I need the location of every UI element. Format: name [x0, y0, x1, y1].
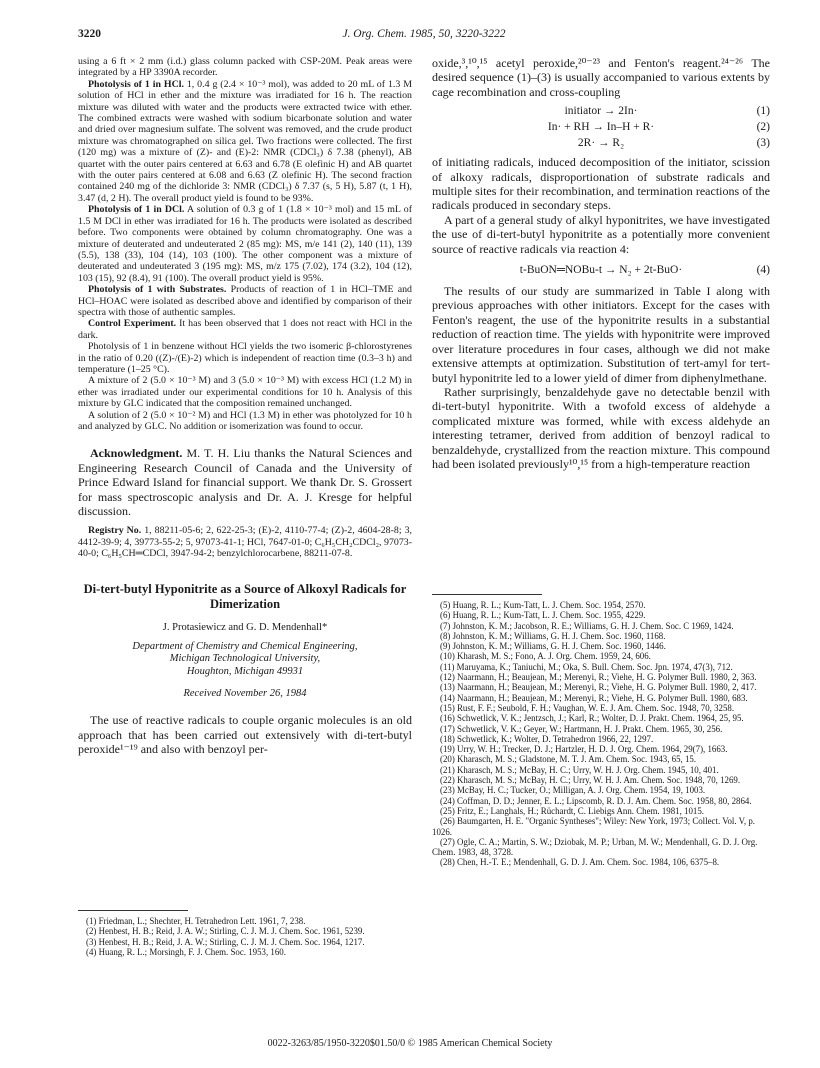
equation-expression: 2R· → R₂: [577, 137, 625, 150]
equation-number: (1): [756, 105, 770, 118]
run-in-heading: Photolysis of 1 in DCl.: [88, 204, 185, 216]
equation-3: [432, 135, 770, 151]
equation-2: [432, 119, 770, 135]
equation-block: [432, 103, 770, 151]
affiliation-line: Michigan Technological University,: [169, 653, 321, 665]
reference-item: (23) McBay, H. C.; Tucker, O.; Milligan, A. J. Org. Chem. 1954, 19, 1003.: [440, 785, 706, 796]
reference-item: (5) Huang, R. L.; Kum-Tatt, L. J. Chem. Soc. 1954, 2570.: [440, 600, 646, 610]
reference-item: (21) Kharasch, M. S.; McBay, H. C.; Urry, W. H. J. Org. Chem. 1945, 10, 401.: [440, 764, 719, 775]
run-in-heading: Registry No.: [88, 525, 142, 537]
footnote-item: (4) Huang, R. L.; Morsingh, F. J. Chem. Soc. 1953, 160.: [86, 946, 286, 957]
paragraph-photolysis-hcl: [78, 79, 412, 204]
run-in-heading: Photolysis of 1 with Substrates.: [88, 284, 227, 296]
article-title: Di-tert-butyl Hyponitrite as a Source of Alkoxyl Radicals for Dimerization: [83, 581, 407, 611]
reference-item: (9) Johnston, K. M.; Williams, G. H. J. Chem. Soc. 1960, 1446.: [440, 641, 666, 652]
copyright-footer: 0022-3263/85/1950-3220$01.50/0 © 1985 American Chemical Society: [267, 1038, 553, 1049]
reference-item: (17) Schwetlick, V. K.; Geyer, W.; Hartmann, H. J. Prakt. Chem. 1965, 30, 256.: [440, 723, 723, 734]
reference-item: (15) Rust, F. F.; Seubold, F. H.; Vaughan, W. E. J. Am. Chem. Soc. 1948, 70, 3258.: [440, 702, 735, 713]
reference-item: (14) Naarmann, H.; Beaujean, M.; Merenyi, R.; Viehe, H. G. Polymer Bull. 1980, 683.: [440, 692, 748, 703]
experimental-section: [78, 56, 412, 432]
equation-4: [432, 262, 770, 278]
acknowledgment: [78, 446, 412, 518]
reference-item: (25) Fritz, E.; Langhals, H.; Rüchardt, C. Liebigs Ann. Chem. 1981, 1015.: [440, 805, 705, 816]
reference-item: (6) Huang, R. L.; Kum-Tatt, L. J. Chem. Soc. 1955, 4229.: [440, 610, 646, 621]
reference-item: (11) Maruyama, K.; Taniuchi, M.; Oka, S. Bull. Chem. Soc. Jpn. 1974, 47(3), 712.: [440, 661, 733, 672]
paragraph-solution: A solution of 2 (5.0 × 10⁻² M) and HCl (1.3 M) in ether was photolyzed for 10 h and analyzed by GLC. No addition or isomerization was found to occur.: [78, 409, 412, 432]
paragraph-mixture: A mixture of 2 (5.0 × 10⁻³ M) and 3 (5.0 × 10⁻³ M) with excess HCl (1.2 M) in ether was irradiated under our experimental conditions for 10 h. Analysis of this mixture by GLC indicated that the composition remained unchanged.: [78, 375, 412, 410]
affiliation-line: Houghton, Michigan 49931: [186, 665, 304, 677]
reference-item: (12) Naarmann, H.; Beaujean, M.; Merenyi, R.; Viehe, H. G. Polymer Bull. 1980, 2, 363.: [440, 672, 757, 683]
reference-item: (22) Kharasch, M. S.; McBay, H. C.; Urry, W. H. J. Am. Chem. Soc. 1948, 70, 1269.: [440, 775, 741, 786]
reference-item: (8) Johnston, K. M.; Williams, G. H. J. Chem. Soc. 1960, 1168.: [440, 630, 666, 641]
reference-item: (13) Naarmann, H.; Beaujean, M.; Merenyi, R.; Viehe, H. G. Polymer Bull. 1980, 2, 417.: [440, 682, 757, 693]
reference-item: (7) Johnston, K. M.; Jacobson, R. E.; Williams, G. H. J. Chem. Soc. C 1969, 1424.: [440, 620, 734, 631]
intro-paragraph: The use of reactive radicals to couple organic molecules is an old approach that has been carried out extensively with di-tert-butyl peroxide¹⁻¹⁹ and also with benzoyl per-: [78, 713, 412, 756]
run-in-heading: Control Experiment.: [88, 318, 177, 330]
received-date: Received November 26, 1984: [183, 688, 307, 700]
footnote-item: (2) Henbest, H. B.; Reid, J. A. W.; Stirling, C. J. M. J. Chem. Soc. 1961, 5239.: [86, 926, 365, 937]
reference-item: (20) Kharasch, M. S.; Gladstone, M. T. J. Am. Chem. Soc. 1943, 65, 15.: [440, 754, 697, 765]
paragraph-body: M. T. H. Liu thanks the Natural Sciences and Engineering Research Council of Canada and the University of Prince Edward Island for financial support. We thank Dr. S. Grossert for mass spectroscopic analysis and Dr. A. J. Kresge for helpful discussion.: [78, 446, 412, 519]
article-affiliation: [78, 641, 412, 679]
right-column: [432, 56, 770, 471]
paragraph-body: A solution of 0.3 g of 1 (1.8 × 10⁻³ mol) and 15 mL of 1.5 M DCl in ether was irradiated for 16 h. The products were isolated as described before. Two components were obtained by column chromatography. One was a mixture of deuterated and undeuterated 2 (85 mg): MS, m/e 141 (2), 140 (11), 139 (5.5), 138 (33), 104 (14), 103 (100). The other component was a mixture of deuterated and undeuterated 3 (195 mg): MS, m/z 175 (7.02), 174 (3.2), 104 (12), 103 (15), 92 (8.4), 91 (100). The overall product yield is 95%.: [78, 204, 412, 284]
paragraph-body: Products of reaction of 1 in HCl–TME and HCl–HOAC were isolated as described above and identified by comparison of their spectra with those of authentic samples.: [78, 284, 412, 318]
paragraph-side-reactions: of initiating radicals, induced decomposition of the initiator, scission of alkoxy radicals, disproportionation of substrate radicals and multiple sites for their recombination, and termination reactions of the radicals produced in secondary steps.: [432, 155, 770, 213]
reference-item: (28) Chen, H.-T. E.; Mendenhall, G. D. J. Am. Chem. Soc. 1984, 106, 6375–8.: [440, 857, 720, 868]
paragraph-control: [78, 318, 412, 341]
article-authors: J. Protasiewicz and G. D. Mendenhall*: [162, 621, 328, 633]
left-column: [78, 56, 412, 756]
reference-item: (18) Schwetlick, K.; Wolter, D. Tetrahedron 1966, 22, 1297.: [440, 733, 654, 744]
equation-expression: initiator → 2In·: [564, 105, 638, 118]
equation-expression: t-BuON═NOBu-t → N₂ + 2t-BuO·: [519, 264, 683, 277]
footnote-rule: [432, 594, 542, 595]
equation-expression: In· + RH → In–H + R·: [547, 121, 655, 134]
reference-item: (10) Kharash, M. S.; Fono, A. J. Org. Chem. 1959, 24, 606.: [440, 651, 651, 662]
affiliation-line: Department of Chemistry and Chemical Engineering,: [132, 640, 358, 652]
paragraph-body: It has been observed that 1 does not react with HCl in the dark.: [78, 318, 412, 341]
paragraph-benzene: Photolysis of 1 in benzene without HCl yields the two isomeric β-chlorostyrenes in the ratio of 0.20 ((Z)-/(E)-2) which is independent of reaction time (0.3–3 h) and temperature (1–25 °C).: [78, 341, 412, 375]
reference-item: (27) Ogle, C. A.; Martin, S. W.; Dziobak, M. P.; Urban, M. W.; Mendenhall, G. D. J. Org. Chem. 1983, 48, 3728.: [432, 836, 758, 858]
equation-number: (3): [756, 137, 770, 150]
article-header: [78, 582, 412, 700]
reference-item: (16) Schwetlick, V. K.; Jentzsch, J.; Karl, R.; Wolter, D. J. Prakt. Chem. 1964, 25, 95.: [440, 713, 744, 724]
paragraph-study: A part of a general study of alkyl hyponitrites, we have investigated the use of di-tert-butyl hyponitrite as a potentially more convenient source of reactive radicals via reaction 4:: [432, 212, 770, 256]
paragraph-photolysis-dcl: [78, 204, 412, 284]
footnote-item: (3) Henbest, H. B.; Reid, J. A. W.; Stirling, C. J. M. J. Chem. Soc. 1964, 1217.: [86, 936, 365, 947]
paragraph-initiators: oxide,³,¹⁰,¹⁵ acetyl peroxide,²⁰⁻²³ and Fenton's reagent.²⁴⁻²⁶ The desired sequence (1)–(3) is usually accompanied to various extents by cage recombination and cross-coupling: [432, 56, 770, 99]
registry-numbers: [78, 525, 412, 559]
references-right: [432, 594, 770, 868]
introduction: [78, 713, 412, 756]
footnote-rule: [78, 910, 188, 911]
paragraph-glc: using a 6 ft × 2 mm (i.d.) glass column packed with CSP-20M. Peak areas were integrated by a HP 3390A recorder.: [78, 56, 412, 79]
run-in-heading: Photolysis of 1 in HCl.: [88, 78, 184, 90]
paragraph-benzaldehyde: Rather surprisingly, benzaldehyde gave no detectable benzil with di-tert-butyl hyponitrite. With a twofold excess of aldehyde a complicated mixture was formed, while with excess aldehyde an interesting tetramer, derived from addition of benzoyl radical to benzaldehyde, crystallized from the reaction mixture. This compound had been isolated previously¹⁰,¹⁵ from a high-temperature reaction: [432, 384, 770, 471]
paragraph-photolysis-substrates: [78, 284, 412, 318]
page-header: [78, 28, 770, 44]
equation-number: (2): [756, 121, 770, 134]
paragraph-body: 1, 88211-05-6; 2, 622-25-3; (E)-2, 4110-77-4; (Z)-2, 4604-28-8; 3, 4412-39-9; 4, 39773-55-2; 5, 97073-41-1; HCl, 7647-01-0; C₆H₅CH₂CDCl₂, 97073-40-0; C₆H₅CH═CDCl, 3947-94-2; benzylchlorocarbene, 88211-07-8.: [78, 525, 413, 560]
paragraph-results: The results of our study are summarized in Table I along with previous approaches with other initiators. Except for the cases with Fenton's reagent, the use of the hyponitrite results in a substantial reduction of reaction time. The yields with hyponitrite were improved over literature procedures in four cases, although we did not make extensive attempts at optimization. Substitution of tert-amyl for tert-butyl hyponitrite led to a lower yield of dimer from diphenylmethane.: [432, 284, 770, 385]
footnotes-left: [78, 900, 412, 957]
equation-number: (4): [756, 264, 770, 277]
journal-citation: J. Org. Chem. 1985, 50, 3220-3222: [342, 28, 506, 40]
equation-1: [432, 103, 770, 119]
run-in-heading: Acknowledgment.: [90, 446, 183, 461]
page-number: 3220: [78, 28, 101, 40]
reference-item: (26) Baumgarten, H. E. "Organic Syntheses"; Wiley: New York, 1973; Collect. Vol. V, p. 1026.: [432, 816, 756, 837]
paragraph-body: 1, 0.4 g (2.4 × 10⁻³ mol), was added to 20 mL of 1.3 M solution of HCl in ether and the mixture was irradiated for 16 h. The reaction mixture was diluted with water and the products were extracted twice with ether. The combined extracts were washed with sodium bicarbonate solution and water and dried over magnesium sulfate. The solvent was removed, and the crude product mixture was chromatographed on silica gel. Two fractions were collected. The first (120 mg) was a mixture of (Z)- and (E)-2: NMR (CDCl₃) δ 7.38 (phenyl), AB quartet with the outer pairs centered at 6.63 and 6.78 (E olefinic H) and AB quartet with the outer pairs centered at 6.08 and 6.63 (Z olefinic H). The second fraction contained 240 mg of the dichloride 3: NMR (CDCl₃) δ 7.37 (s, 5 H), 5.87 (t, 1 H), 3.47 (d, 2 H). The overall product yield is found to be 93%.: [78, 78, 412, 204]
footnote-item: (1) Friedman, L.; Shechter, H. Tetrahedron Lett. 1961, 7, 238.: [86, 916, 306, 926]
reference-item: (19) Urry, W. H.; Trecker, D. J.; Hartzler, H. D. J. Org. Chem. 1964, 29(7), 1663.: [440, 744, 728, 755]
reference-item: (24) Coffman, D. D.; Jenner, E. L.; Lipscomb, R. D. J. Am. Chem. Soc. 1958, 80, 2864.: [440, 795, 752, 806]
